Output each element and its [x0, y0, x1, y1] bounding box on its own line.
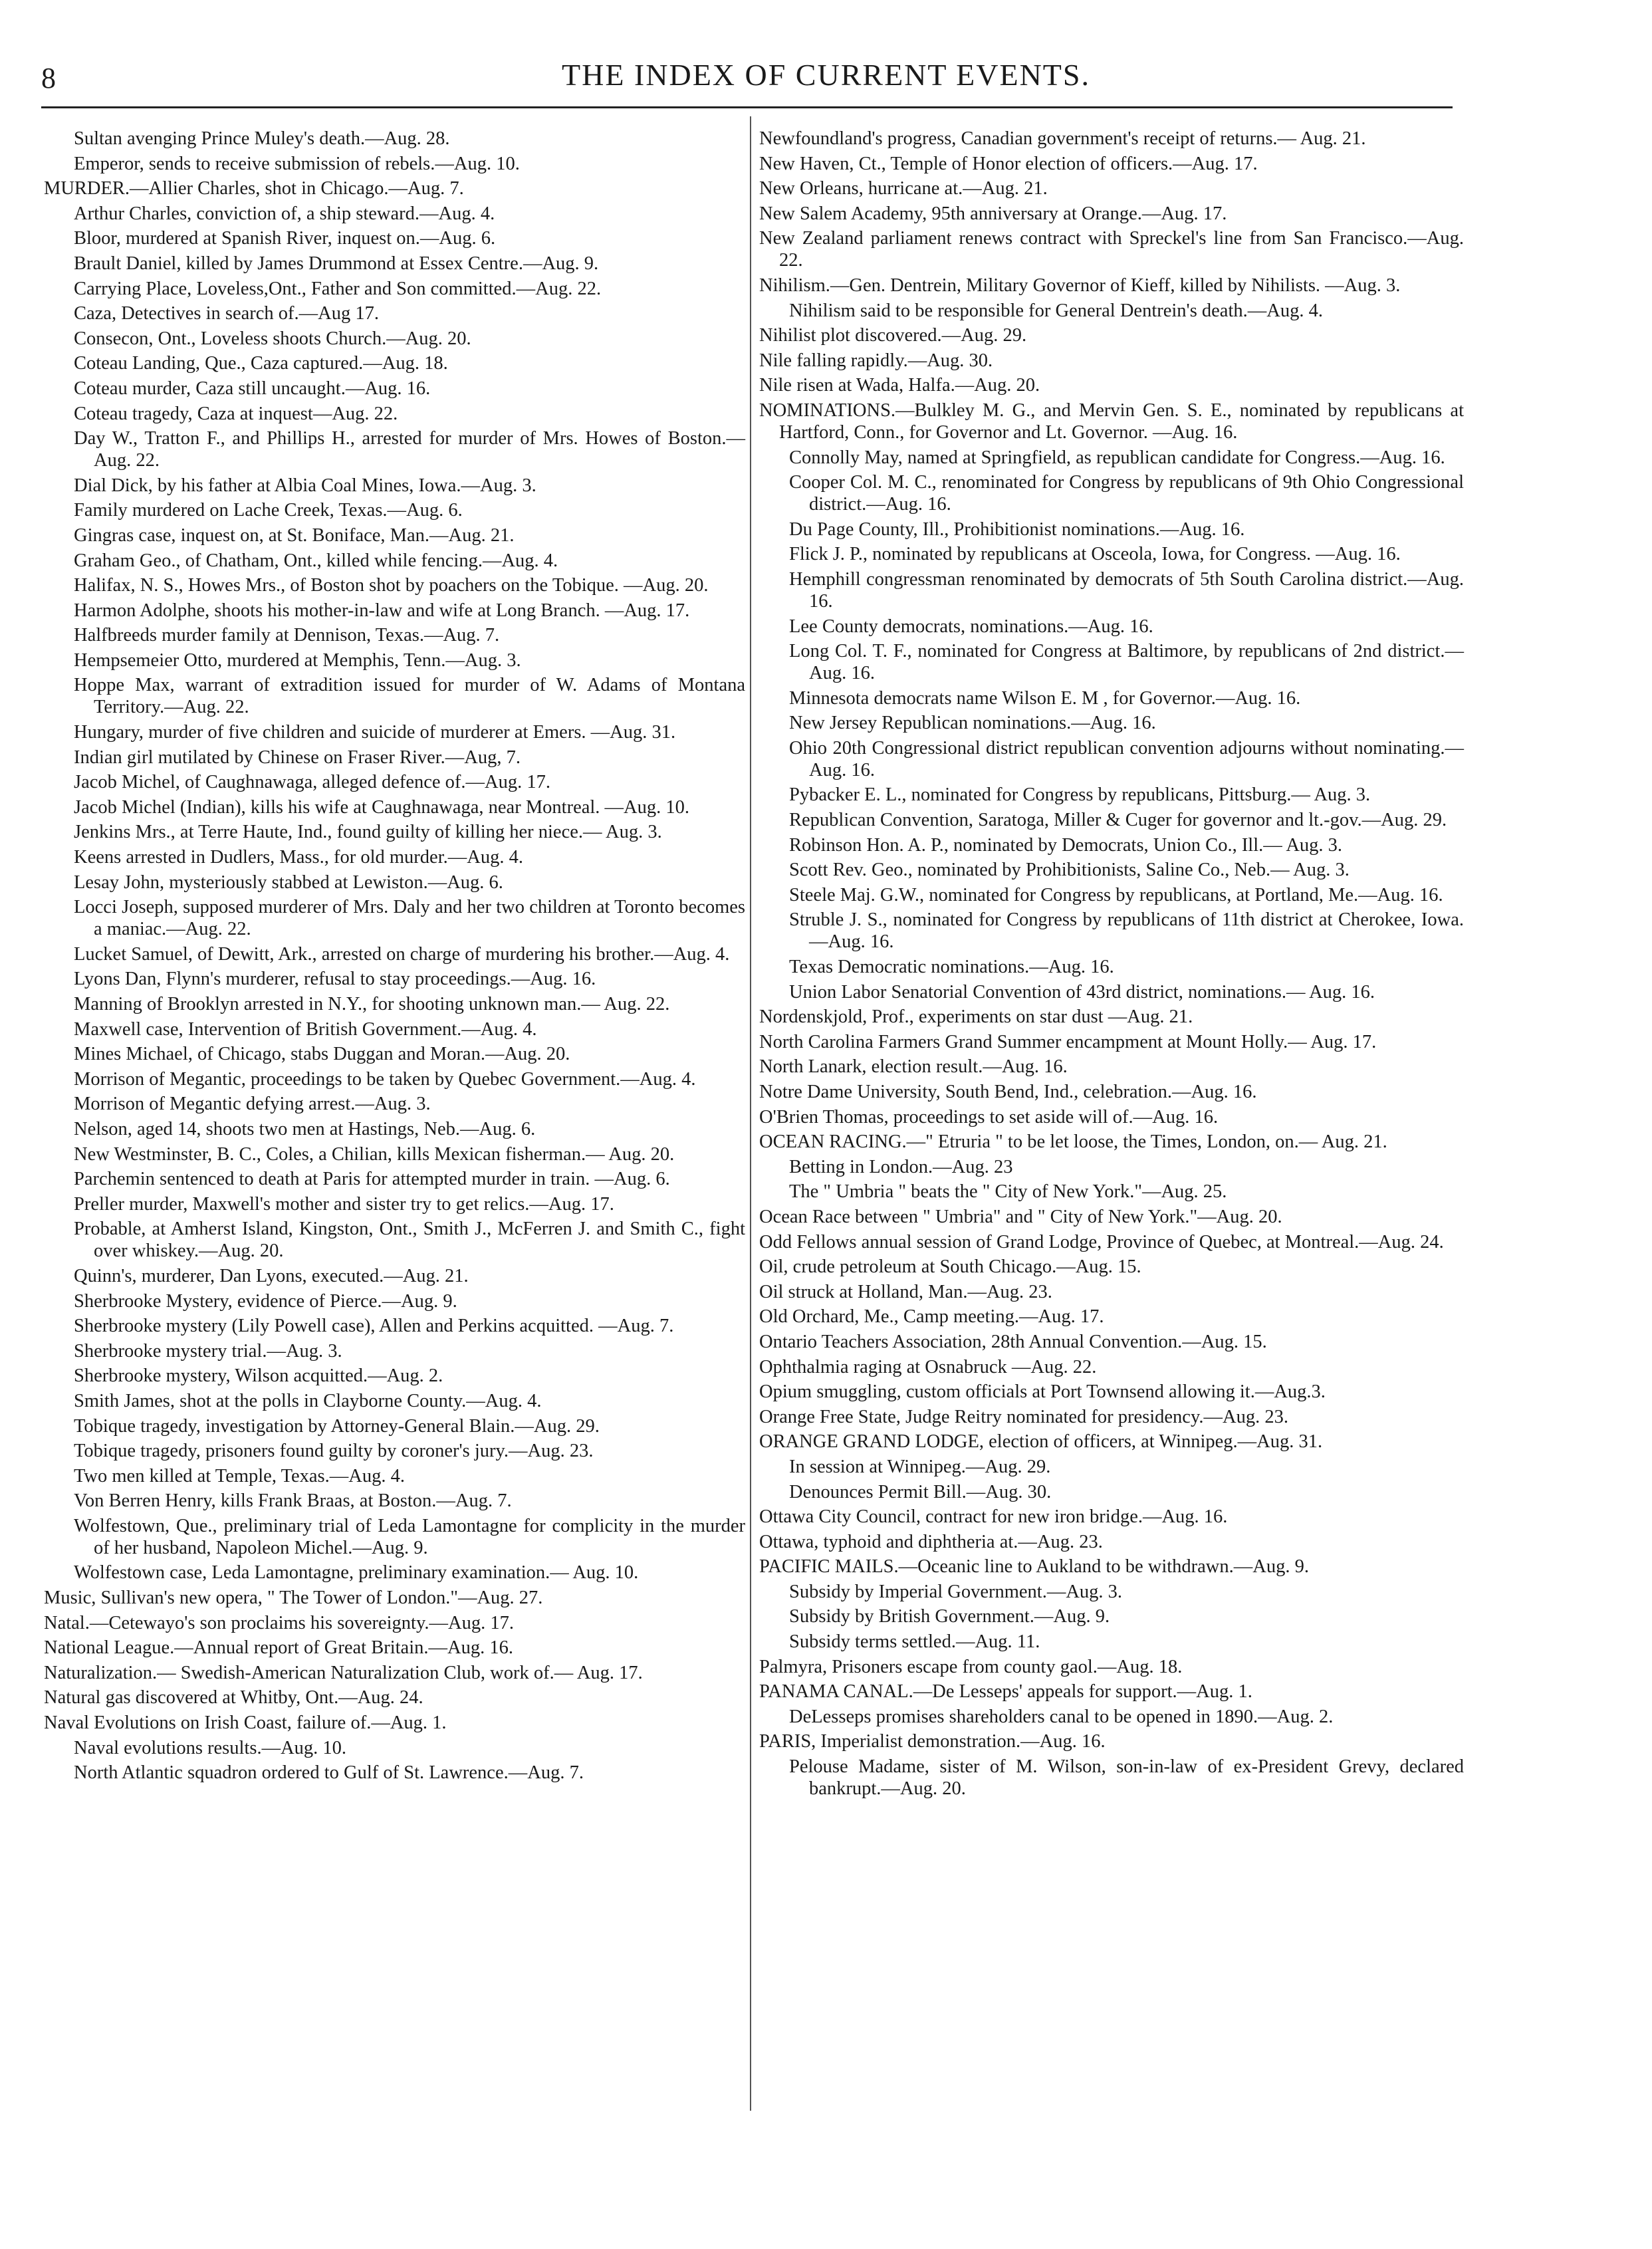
index-entry: Coteau Landing, Que., Caza captured.—Aug. 18. [74, 353, 448, 374]
index-entry: New Salem Academy, 95th anniversary at Orange.—Aug. 17. [759, 203, 1227, 224]
index-entry: Steele Maj. G.W., nominated for Congress by republicans, at Portland, Me.—Aug. 16. [789, 884, 1443, 905]
index-entry: PARIS, Imperialist demonstration.—Aug. 16. [759, 1731, 1106, 1752]
index-entry: Opium smuggling, custom officials at Port Townsend allowing it.—Aug.3. [759, 1381, 1326, 1403]
index-entry: Hungary, murder of five children and suicide of murderer at Emers. —Aug. 31. [74, 722, 676, 743]
index-entry: Flick J. P., nominated by republicans at Osceola, Iowa, for Congress. —Aug. 16. [789, 544, 1401, 565]
index-entry: Nelson, aged 14, shoots two men at Hastings, Neb.—Aug. 6. [74, 1118, 536, 1139]
index-entry: Lee County democrats, nominations.—Aug. 16. [789, 616, 1153, 637]
index-entry: Natal.—Cetewayo's son proclaims his sovereignty.—Aug. 17. [44, 1612, 514, 1633]
index-entry: Tobique tragedy, prisoners found guilty by coroner's jury.—Aug. 23. [74, 1441, 594, 1462]
index-entry: PACIFIC MAILS.—Oceanic line to Aukland to be withdrawn.—Aug. 9. [759, 1556, 1309, 1578]
index-entry: Subsidy by Imperial Government.—Aug. 3. [789, 1581, 1123, 1602]
index-entry: Subsidy by British Government.—Aug. 9. [789, 1606, 1110, 1627]
index-entry: Maxwell case, Intervention of British Government.—Aug. 4. [74, 1018, 537, 1040]
index-entry: Nordenskjold, Prof., experiments on star dust —Aug. 21. [759, 1006, 1193, 1028]
index-entry: Sherbrooke mystery trial.—Aug. 3. [74, 1340, 342, 1361]
index-entry: Coteau murder, Caza still uncaught.—Aug. 16. [74, 378, 431, 399]
index-entry: Lyons Dan, Flynn's murderer, refusal to stay proceedings.—Aug. 16. [74, 969, 596, 990]
index-entry: Lesay John, mysteriously stabbed at Lewiston.—Aug. 6. [74, 872, 503, 893]
index-entry: Union Labor Senatorial Convention of 43rd district, nominations.— Aug. 16. [789, 981, 1375, 1003]
index-entry: Sherbrooke Mystery, evidence of Pierce.—Aug. 9. [74, 1290, 457, 1312]
index-entry: Oil struck at Holland, Man.—Aug. 23. [759, 1281, 1052, 1302]
index-entry: Du Page County, Ill., Prohibitionist nominations.—Aug. 16. [789, 519, 1245, 540]
index-entry: Robinson Hon. A. P., nominated by Democrats, Union Co., Ill.— Aug. 3. [789, 834, 1343, 856]
index-entry: Emperor, sends to receive submission of rebels.—Aug. 10. [74, 153, 520, 174]
index-entry: Smith James, shot at the polls in Clayborne County.—Aug. 4. [74, 1390, 542, 1411]
index-entry: Morrison of Megantic defying arrest.—Aug. 3. [74, 1094, 431, 1115]
page-title: THE INDEX OF CURRENT EVENTS. [562, 58, 1090, 92]
page-number: 8 [41, 62, 56, 94]
index-entry: Naturalization.— Swedish-American Naturalization Club, work of.— Aug. 17. [44, 1662, 643, 1683]
index-entry: Nile risen at Wada, Halfa.—Aug. 20. [759, 375, 1040, 396]
index-entry: Republican Convention, Saratoga, Miller & Cuger for governor and lt.-gov.—Aug. 29. [789, 810, 1447, 831]
index-entry: Notre Dame University, South Bend, Ind., celebration.—Aug. 16. [759, 1082, 1257, 1102]
index-entry: DeLesseps promises shareholders canal to be opened in 1890.—Aug. 2. [789, 1706, 1334, 1727]
index-entry: Pybacker E. L., nominated for Congress by republicans, Pittsburg.— Aug. 3. [789, 784, 1371, 806]
index-entry: Manning of Brooklyn arrested in N.Y., for shooting unknown man.— Aug. 22. [74, 994, 670, 1014]
index-entry: Old Orchard, Me., Camp meeting.—Aug. 17. [759, 1306, 1104, 1328]
index-entry: Keens arrested in Dudlers, Mass., for old murder.—Aug. 4. [74, 847, 523, 868]
index-entry: Preller murder, Maxwell's mother and sister try to get relics.—Aug. 17. [74, 1193, 614, 1215]
index-entry: Von Berren Henry, kills Frank Braas, at Boston.—Aug. 7. [74, 1490, 512, 1512]
title-rule [41, 106, 1453, 108]
index-entry: Caza, Detectives in search of.—Aug 17. [74, 303, 380, 324]
index-entry: Long Col. T. F., nominated for Congress at Baltimore, by republicans of 2nd district.—Aug. 16. [789, 641, 1464, 684]
index-entry: Wolfestown case, Leda Lamontagne, preliminary examination.— Aug. 10. [74, 1562, 639, 1584]
left-column [44, 128, 745, 1787]
index-entry: ORANGE GRAND LODGE, election of officers, at Winnipeg.—Aug. 31. [759, 1431, 1323, 1453]
index-entry: New Haven, Ct., Temple of Honor election of officers.—Aug. 17. [759, 153, 1258, 174]
index-entry: Pelouse Madame, sister of M. Wilson, son-in-law of ex-President Grevy, declared bankrupt.—Aug. 20. [789, 1756, 1464, 1800]
index-entry: Denounces Permit Bill.—Aug. 30. [789, 1481, 1052, 1502]
index-entry: Hoppe Max, warrant of extradition issued for murder of W. Adams of Montana Territory.—Aug. 22. [74, 675, 745, 718]
index-entry: Struble J. S., nominated for Congress by republicans of 11th district at Cherokee, Iowa.—Aug. 16. [789, 909, 1464, 953]
index-entry: New Orleans, hurricane at.—Aug. 21. [759, 178, 1048, 199]
index-entry: Family murdered on Lache Creek, Texas.—Aug. 6. [74, 500, 463, 521]
index-entry: NOMINATIONS.—Bulkley M. G., and Mervin Gen. S. E., nominated by republicans at Hartford, Conn., for Governor and Lt. Governor. —Aug. 16. [759, 400, 1464, 443]
index-entry: Cooper Col. M. C., renominated for Congress by republicans of 9th Ohio Congressional district.—Aug. 16. [789, 472, 1464, 515]
index-entry: Harmon Adolphe, shoots his mother-in-law and wife at Long Branch. —Aug. 17. [74, 600, 690, 621]
index-entry: New Zealand parliament renews contract with Spreckel's line from San Francisco.—Aug. 22. [759, 228, 1464, 271]
index-entry: Connolly May, named at Springfield, as republican candidate for Congress.—Aug. 16. [789, 447, 1445, 468]
index-entry: Morrison of Megantic, proceedings to be taken by Quebec Government.—Aug. 4. [74, 1068, 696, 1090]
column-divider [750, 116, 751, 2111]
index-entry: Parchemin sentenced to death at Paris for attempted murder in train. —Aug. 6. [74, 1169, 670, 1190]
index-entry: Coteau tragedy, Caza at inquest—Aug. 22. [74, 403, 398, 424]
index-entry: Consecon, Ont., Loveless shoots Church.—Aug. 20. [74, 328, 471, 349]
index-entry: North Atlantic squadron ordered to Gulf of St. Lawrence.—Aug. 7. [74, 1762, 584, 1784]
index-entry: North Lanark, election result.—Aug. 16. [759, 1056, 1068, 1078]
index-entry: Jenkins Mrs., at Terre Haute, Ind., found guilty of killing her niece.— Aug. 3. [74, 822, 662, 843]
index-entry: Ottawa, typhoid and diphtheria at.—Aug. 23. [759, 1531, 1103, 1552]
index-entry: OCEAN RACING.—" Etruria " to be let loose, the Times, London, on.— Aug. 21. [759, 1131, 1387, 1153]
right-column [759, 128, 1464, 1803]
index-entry: Naval evolutions results.—Aug. 10. [74, 1737, 347, 1758]
index-entry: The " Umbria " beats the " City of New York."—Aug. 25. [789, 1181, 1227, 1203]
index-entry: Tobique tragedy, investigation by Attorney-General Blain.—Aug. 29. [74, 1415, 600, 1437]
index-entry: In session at Winnipeg.—Aug. 29. [789, 1456, 1051, 1477]
index-entry: Ottawa City Council, contract for new iron bridge.—Aug. 16. [759, 1506, 1228, 1528]
index-entry: Ohio 20th Congressional district republican convention adjourns without nominating.—Aug. 16. [789, 737, 1464, 780]
index-entry: Nihilism.—Gen. Dentrein, Military Governor of Kieff, killed by Nihilists. —Aug. 3. [759, 275, 1401, 296]
index-entry: Probable, at Amherst Island, Kingston, Ont., Smith J., McFerren J. and Smith C., fight over whiskey.—Aug. 20. [74, 1219, 745, 1262]
index-entry: Brault Daniel, killed by James Drummond at Essex Centre.—Aug. 9. [74, 253, 599, 274]
index-entry: Nihilism said to be responsible for General Dentrein's death.—Aug. 4. [789, 300, 1323, 321]
index-entry: Halfbreeds murder family at Dennison, Texas.—Aug. 7. [74, 625, 500, 646]
index-entry: Subsidy terms settled.—Aug. 11. [789, 1631, 1040, 1653]
index-entry: Arthur Charles, conviction of, a ship steward.—Aug. 4. [74, 203, 495, 224]
index-entry: Ophthalmia raging at Osnabruck —Aug. 22. [759, 1356, 1097, 1377]
index-entry: Nihilist plot discovered.—Aug. 29. [759, 325, 1027, 346]
index-entry: Wolfestown, Que., preliminary trial of Leda Lamontagne for complicity in the murder of her husband, Napoleon Michel.—Aug. 9. [74, 1515, 745, 1558]
index-entry: Mines Michael, of Chicago, stabs Duggan and Moran.—Aug. 20. [74, 1044, 570, 1065]
index-entry: Jacob Michel, of Caughnawaga, alleged defence of.—Aug. 17. [74, 772, 550, 793]
index-entry: Ocean Race between " Umbria" and " City of New York."—Aug. 20. [759, 1206, 1282, 1227]
index-entry: Music, Sullivan's new opera, " The Tower of London."—Aug. 27. [44, 1588, 543, 1609]
index-entry: Halifax, N. S., Howes Mrs., of Boston shot by poachers on the Tobique. —Aug. 20. [74, 575, 709, 596]
index-entry: Orange Free State, Judge Reitry nominated for presidency.—Aug. 23. [759, 1406, 1288, 1427]
index-entry: PANAMA CANAL.—De Lesseps' appeals for support.—Aug. 1. [759, 1681, 1252, 1703]
index-entry: O'Brien Thomas, proceedings to set aside will of.—Aug. 16. [759, 1106, 1219, 1127]
index-entry: Jacob Michel (Indian), kills his wife at Caughnawaga, near Montreal. —Aug. 10. [74, 796, 689, 818]
index-entry: Natural gas discovered at Whitby, Ont.—Aug. 24. [44, 1687, 423, 1709]
index-entry: Newfoundland's progress, Canadian government's receipt of returns.— Aug. 21. [759, 128, 1366, 149]
index-entry: Hemphill congressman renominated by democrats of 5th South Carolina district.—Aug. 16. [789, 568, 1464, 612]
index-entry: Palmyra, Prisoners escape from county gaol.—Aug. 18. [759, 1656, 1183, 1677]
index-entry: Bloor, murdered at Spanish River, inquest on.—Aug. 6. [74, 228, 496, 249]
index-entry: New Westminster, B. C., Coles, a Chilian, kills Mexican fisherman.— Aug. 20. [74, 1143, 675, 1165]
index-entry: Oil, crude petroleum at South Chicago.—Aug. 15. [759, 1256, 1141, 1278]
index-entry: Gingras case, inquest on, at St. Boniface, Man.—Aug. 21. [74, 525, 515, 546]
index-entry: MURDER.—Allier Charles, shot in Chicago.—Aug. 7. [44, 178, 464, 199]
index-entry: Hempsemeier Otto, murdered at Memphis, Tenn.—Aug. 3. [74, 650, 521, 671]
index-entry: Locci Joseph, supposed murderer of Mrs. Daly and her two children at Toronto becomes a maniac.—Aug. 22. [74, 897, 745, 940]
index-entry: Betting in London.—Aug. 23 [789, 1156, 1013, 1177]
index-entry: Indian girl mutilated by Chinese on Fraser River.—Aug, 7. [74, 747, 521, 768]
index-entry: Lucket Samuel, of Dewitt, Ark., arrested on charge of murdering his brother.—Aug. 4. [74, 943, 730, 965]
index-entry: National League.—Annual report of Great Britain.—Aug. 16. [44, 1637, 513, 1659]
index-entry: Quinn's, murderer, Dan Lyons, executed.—Aug. 21. [74, 1265, 469, 1286]
index-entry: Dial Dick, by his father at Albia Coal Mines, Iowa.—Aug. 3. [74, 475, 536, 496]
index-entry: Odd Fellows annual session of Grand Lodge, Province of Quebec, at Montreal.—Aug. 24. [759, 1231, 1444, 1252]
index-entry: Texas Democratic nominations.—Aug. 16. [789, 957, 1114, 978]
index-entry: Carrying Place, Loveless,Ont., Father and Son committed.—Aug. 22. [74, 278, 602, 299]
index-entry: Sultan avenging Prince Muley's death.—Aug. 28. [74, 128, 450, 149]
index-entry: Nile falling rapidly.—Aug. 30. [759, 350, 993, 371]
index-entry: Graham Geo., of Chatham, Ont., killed while fencing.—Aug. 4. [74, 550, 558, 571]
index-entry: Sherbrooke mystery, Wilson acquitted.—Aug. 2. [74, 1365, 443, 1387]
index-entry: New Jersey Republican nominations.—Aug. 16. [789, 713, 1156, 734]
index-entry: Sherbrooke mystery (Lily Powell case), Allen and Perkins acquitted. —Aug. 7. [74, 1316, 674, 1337]
index-entry: Minnesota democrats name Wilson E. M , for Governor.—Aug. 16. [789, 687, 1301, 709]
index-entry: Naval Evolutions on Irish Coast, failure of.—Aug. 1. [44, 1713, 447, 1734]
index-entry: Scott Rev. Geo., nominated by Prohibitionists, Saline Co., Neb.— Aug. 3. [789, 860, 1350, 881]
index-entry: Day W., Tratton F., and Phillips H., arrested for murder of Mrs. Howes of Boston.—Aug. 22. [74, 428, 745, 471]
index-entry: Ontario Teachers Association, 28th Annual Convention.—Aug. 15. [759, 1331, 1267, 1352]
index-entry: Two men killed at Temple, Texas.—Aug. 4. [74, 1465, 405, 1486]
index-entry: North Carolina Farmers Grand Summer encampment at Mount Holly.— Aug. 17. [759, 1031, 1377, 1052]
